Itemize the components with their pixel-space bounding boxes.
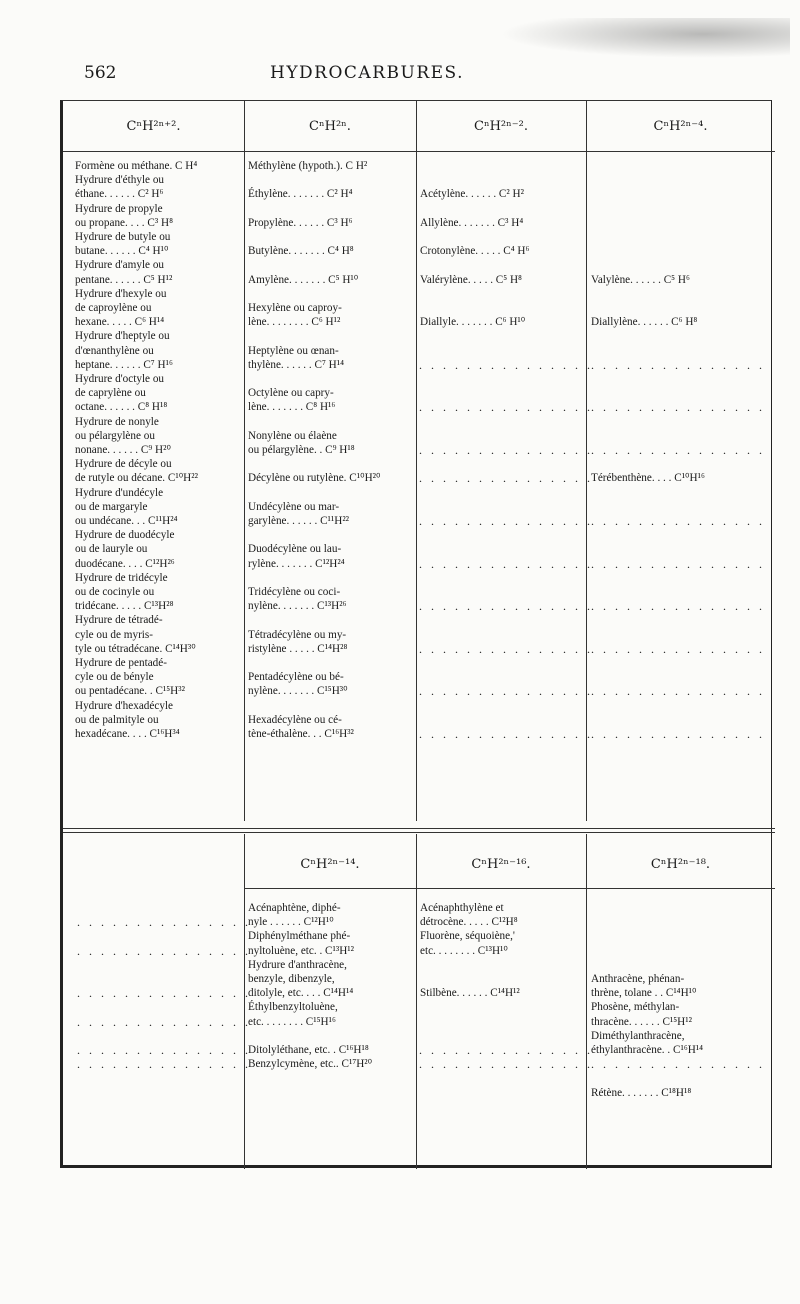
col2-line: lène. . . . . . . C⁸ H¹⁶ (248, 401, 336, 414)
bottom-col-header-2: CⁿH²ⁿ⁻¹⁴. (300, 857, 360, 872)
col2-line: Hexadécylène ou cé- (248, 713, 342, 726)
hydrocarbon-table (60, 100, 772, 1168)
dot-leader-col4: . . . . . . . . . . . . . . . (591, 556, 765, 571)
bottom-col-header-4: CⁿH²ⁿ⁻¹⁸. (650, 857, 711, 872)
col1-line: Hydrure de tridécyle (75, 571, 168, 584)
dot-leader-col3: . . . . . . . . . . . . . . . (419, 471, 593, 486)
col2-line: Propylène. . . . . . C³ H⁶ (248, 216, 353, 229)
col1-line: Hydrure de propyle (75, 202, 163, 215)
col1-line: Hydrure d'hexadécyle (75, 699, 173, 712)
bottom-col3-line: Acénaphthylène et (420, 902, 504, 914)
col1-line: cyle ou de myris- (75, 628, 153, 641)
col-divider-3 (586, 101, 587, 821)
bottom-col3-line: etc. . . . . . . . C¹³H¹⁰ (420, 944, 508, 957)
dot-leader-col1: . . . . . . . . . . . . . . . (77, 915, 251, 930)
col1-line: ou pentadécane. . C¹⁵H³² (75, 685, 185, 698)
bottom-col4-line: Phosène, méthylan- (591, 1001, 680, 1014)
col1-line: ou propane. . . . C³ H⁸ (75, 216, 173, 229)
col1-line: Hydrure de pentadé- (75, 657, 167, 669)
col1-line: pentane. . . . . . C⁵ H¹² (75, 273, 173, 286)
bottom-col-header-3: CⁿH²ⁿ⁻¹⁶. (471, 857, 531, 872)
col-header-1: CⁿH²ⁿ⁺². (126, 119, 181, 134)
dot-leader-bottom-col4: . . . . . . . . . . . . . . . (591, 1057, 765, 1072)
col4-line: Diallylène. . . . . . C⁶ H⁸ (591, 316, 698, 329)
dot-leader-col1: . . . . . . . . . . . . . . . (77, 1043, 251, 1057)
col2-line: Butylène. . . . . . . C⁴ H⁸ (248, 245, 354, 258)
col2-line: Tétradécylène ou my- (248, 628, 347, 641)
bottom-col2-line: Ditolyléthane, etc. . C¹⁶H¹⁸ (248, 1044, 369, 1056)
col1-line: Formène ou méthane. C H⁴ (75, 160, 198, 172)
col-divider-2 (416, 101, 417, 821)
col1-line: Hydrure d'undécyle (75, 486, 164, 499)
dot-leader-col4: . . . . . . . . . . . . . . . (591, 357, 765, 372)
col1-line: de caproylène ou (75, 302, 152, 314)
bottom-col2-line: Éthylbenzyltoluène, (248, 1001, 338, 1014)
dot-leader-col3: . . . . . . . . . . . . . . . (419, 514, 593, 528)
bottom-col4-line: thrène, tolane . . C¹⁴H¹⁰ (591, 987, 697, 1000)
bottom-col2-line: benzyle, dibenzyle, (248, 973, 335, 985)
col1-line: cyle ou de bényle (75, 671, 154, 684)
dot-leader-col3: . . . . . . . . . . . . . . . (419, 684, 593, 699)
col-divider-3b (586, 834, 587, 1169)
col1-line: Hydrure de nonyle (75, 415, 159, 428)
col1-line: ou de margaryle (75, 500, 148, 513)
bottom-col3-line: Stilbène. . . . . . C¹⁴H¹² (420, 987, 520, 1000)
bottom-col2-line: ditolyle, etc. . . . C¹⁴H¹⁴ (248, 987, 354, 1000)
bottom-col4-line: éthylanthracène. . C¹⁶H¹⁴ (591, 1044, 704, 1056)
col3-line: Allylène. . . . . . . C³ H⁴ (420, 216, 524, 229)
col-header-3: CⁿH²ⁿ⁻². (474, 119, 528, 134)
bottom-col2-line: nyle . . . . . . C¹²H¹⁰ (248, 916, 334, 929)
bottom-header-rule (244, 888, 775, 889)
col-divider-2b (416, 834, 417, 1169)
bottom-col2-line: Diphénylméthane phé- (248, 930, 351, 943)
col1-line: hexadécane. . . . C¹⁶H³⁴ (75, 728, 180, 740)
col1-line: ou undécane. . . C¹¹H²⁴ (75, 515, 178, 527)
col1-line: Hydrure d'hexyle ou (75, 287, 167, 300)
col2-line: nylène. . . . . . . C¹³H²⁶ (248, 600, 347, 613)
col2-line: Octylène ou capry- (248, 387, 334, 400)
col1-line: Hydrure d'heptyle ou (75, 330, 170, 343)
col2-line: Pentadécylène ou bé- (248, 671, 344, 684)
page-title: HYDROCARBURES. (270, 63, 464, 83)
col1-line: de rutyle ou décane. C¹⁰H²² (75, 472, 198, 485)
col3-line: Crotonylène. . . . . C⁴ H⁶ (420, 245, 530, 258)
col-header-2: CⁿH²ⁿ. (309, 119, 351, 134)
dot-leader-col4: . . . . . . . . . . . . . . . (591, 684, 765, 699)
col2-line: Amylène. . . . . . . C⁵ H¹⁰ (248, 273, 359, 286)
col1-line: nonane. . . . . . C⁹ H²⁰ (75, 444, 171, 456)
col1-line: Hydrure de butyle ou (75, 231, 171, 243)
dot-leader-col3: . . . . . . . . . . . . . . . (419, 400, 593, 415)
dot-leader-col4: . . . . . . . . . . . . . . . (591, 514, 765, 528)
col1-line: heptane. . . . . . C⁷ H¹⁶ (75, 358, 173, 371)
bottom-col4-line: Diméthylanthracène, (591, 1029, 685, 1042)
col1-line: ou pélargylène ou (75, 429, 155, 442)
col2-line: Hexylène ou caproy- (248, 302, 342, 314)
dot-leader-col4: . . . . . . . . . . . . . . . (591, 599, 765, 614)
dot-leader-col4: . . . . . . . . . . . . . . . (591, 641, 765, 656)
page-number: 562 (84, 63, 117, 83)
col1-line: éthane. . . . . . C² H⁶ (75, 188, 164, 201)
col2-line: garylène. . . . . . C¹¹H²² (248, 515, 350, 527)
col1-line: Hydrure d'éthyle ou (75, 174, 165, 187)
col1-line: butane. . . . . . C⁴ H¹⁰ (75, 245, 169, 258)
col1-line: ou de lauryle ou (75, 543, 148, 556)
section-rule-b (63, 832, 775, 833)
col1-line: d'œnanthylène ou (75, 344, 154, 357)
col2-line: ristylène . . . . . C¹⁴H²⁸ (248, 642, 348, 655)
col3-line: Acétylène. . . . . . C² H² (420, 188, 524, 201)
col1-line: octane. . . . . . C⁸ H¹⁸ (75, 401, 168, 414)
col-divider-1b (244, 834, 245, 1169)
ink-smudge (500, 18, 790, 58)
col2-line: Méthylène (hypoth.). C H² (248, 160, 368, 172)
dot-leader-col4: . . . . . . . . . . . . . . . (591, 443, 765, 457)
col1-line: de caprylène ou (75, 387, 146, 400)
bottom-col4-line: Rétène. . . . . . . C¹⁸H¹⁸ (591, 1086, 692, 1099)
dot-leader-col1: . . . . . . . . . . . . . . . (77, 986, 251, 1001)
bottom-col3-line: Fluorène, séquoiène,' (420, 930, 515, 943)
col2-line: Décylène ou rutylène. C¹⁰H²⁰ (248, 472, 381, 485)
col2-line: ou pélargylène. . C⁹ H¹⁸ (248, 444, 355, 456)
col3-line: Valérylène. . . . . C⁵ H⁸ (420, 273, 522, 286)
col2-line: lène. . . . . . . . C⁶ H¹² (248, 316, 341, 329)
col1-line: tridécane. . . . . C¹³H²⁸ (75, 600, 174, 613)
col2-line: Heptylène ou œnan- (248, 344, 339, 357)
col2-line: Nonylène ou élaène (248, 429, 337, 442)
dot-leader-col3: . . . . . . . . . . . . . . . (419, 443, 593, 457)
dot-leader-col4: . . . . . . . . . . . . . . . (591, 727, 765, 741)
dot-leader-bottom-col3: . . . . . . . . . . . . . . . (419, 1043, 593, 1057)
col4-line: Térébenthène. . . . C¹⁰H¹⁶ (591, 472, 705, 485)
header-rule (63, 151, 775, 152)
dot-leader-col4: . . . . . . . . . . . . . . . (591, 400, 765, 415)
col2-line: Éthylène. . . . . . . C² H⁴ (248, 188, 353, 201)
col3-line: Diallyle. . . . . . . C⁶ H¹⁰ (420, 316, 526, 329)
bottom-col2-line: Benzylcymène, etc.. C¹⁷H²⁰ (248, 1058, 373, 1071)
col2-line: thylène. . . . . . C⁷ H¹⁴ (248, 358, 344, 371)
col2-line: Tridécylène ou coci- (248, 586, 341, 598)
col2-line: rylène. . . . . . . C¹²H²⁴ (248, 557, 345, 570)
dot-leader-col3: . . . . . . . . . . . . . . . (419, 357, 593, 372)
col-header-4: CⁿH²ⁿ⁻⁴. (653, 119, 708, 134)
col2-line: Undécylène ou mar- (248, 500, 340, 513)
col2-line: nylène. . . . . . . C¹⁵H³⁰ (248, 685, 348, 698)
col1-line: Hydrure de tétradé- (75, 614, 163, 627)
col1-line: hexane. . . . . C⁶ H¹⁴ (75, 316, 165, 329)
col1-line: ou de cocinyle ou (75, 586, 155, 598)
dot-leader-col3: . . . . . . . . . . . . . . . (419, 727, 593, 741)
dot-leader-col1: . . . . . . . . . . . . . . . (77, 1057, 251, 1072)
col-divider-1 (244, 101, 245, 821)
dot-leader-col1: . . . . . . . . . . . . . . . (77, 1014, 251, 1029)
col1-line: duodécane. . . . C¹²H²⁶ (75, 557, 175, 570)
bottom-col3-line: détrocène. . . . . C¹²H⁸ (420, 916, 518, 929)
col4-line: Valylène. . . . . . C⁵ H⁶ (591, 273, 690, 286)
col1-line: Hydrure d'amyle ou (75, 259, 165, 272)
dot-leader-col1: . . . . . . . . . . . . . . . (77, 943, 251, 958)
bottom-col2-line: nyltoluène, etc. . C¹³H¹² (248, 944, 355, 957)
col2-line: Duodécylène ou lau- (248, 543, 342, 556)
section-rule-a (63, 828, 775, 829)
dot-leader-col3: . . . . . . . . . . . . . . . (419, 599, 593, 614)
col1-line: Hydrure d'octyle ou (75, 373, 165, 385)
col1-line: tyle ou tétradécane. C¹⁴H³⁰ (75, 642, 196, 655)
bottom-col2-line: etc. . . . . . . . C¹⁵H¹⁶ (248, 1015, 336, 1028)
col1-line: Hydrure de décyle ou (75, 458, 172, 471)
bottom-col2-line: Acénaphtène, diphé- (248, 902, 341, 914)
col2-line: tène-éthalène. . . C¹⁶H³² (248, 728, 354, 740)
dot-leader-col3: . . . . . . . . . . . . . . . (419, 556, 593, 571)
bottom-col4-line: thracène. . . . . . C¹⁵H¹² (591, 1015, 692, 1028)
bottom-col2-line: Hydrure d'anthracène, (248, 958, 347, 971)
dot-leader-bottom-col3: . . . . . . . . . . . . . . . (419, 1057, 593, 1072)
col1-line: Hydrure de duodécyle (75, 529, 175, 542)
dot-leader-col3: . . . . . . . . . . . . . . . (419, 641, 593, 656)
col1-line: ou de palmityle ou (75, 713, 159, 726)
bottom-col4-line: Anthracène, phénan- (591, 973, 685, 985)
